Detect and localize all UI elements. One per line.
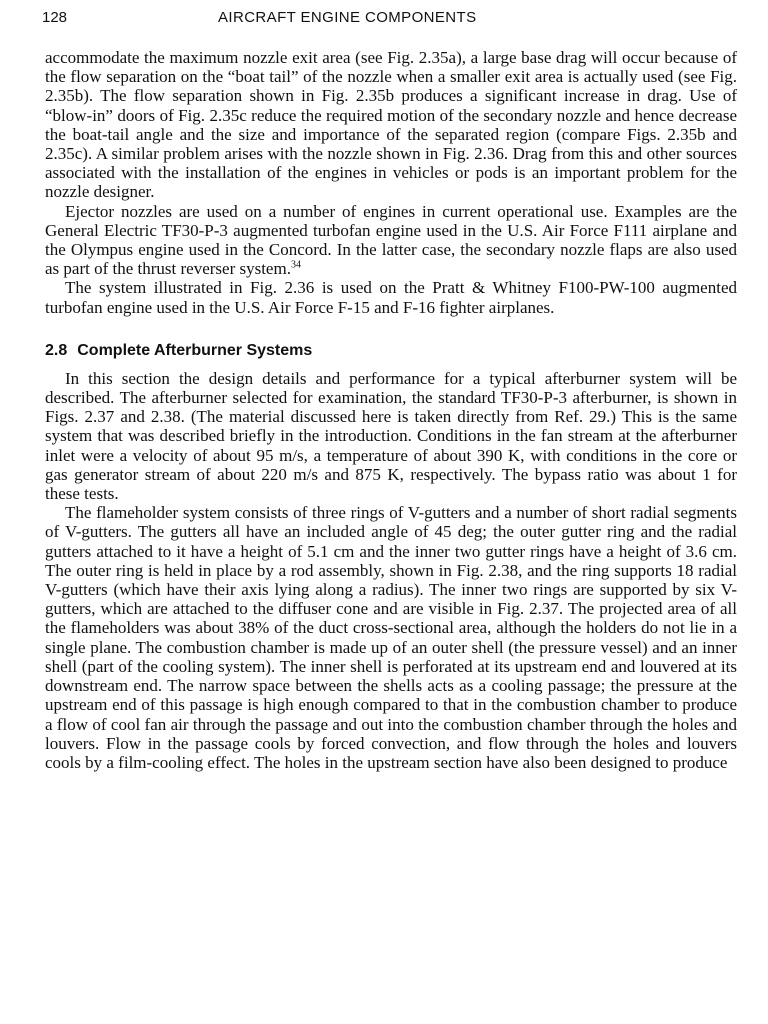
paragraph-afterburner-intro: In this section the design details and performance for a typical afterburner system will be described. The afterburner selected for examination, the standard TF30-P-3 afterburner, is shown in Figs. 2.37 and 2.38. (The material discussed here is taken directly from Ref. 29.) This is the same system that was described briefly in the introduction. Conditions in the fan stream at the afterburner inlet were a velocity of about 95 m/s, a temperature of about 390 K, with conditions in the core or gas generator stream of about 220 m/s and 875 K, respectively. The bypass ratio was about 1 for these tests. [45,368,737,504]
paragraph-ejector-nozzles-text: Ejector nozzles are used on a number of engines in current operational use. Examples are the General Electric TF30-P-3 augmented turbofan engine used in the U.S. Air Force F111 airplane and the Olympus engine used in the Concord. In the latter case, the secondary nozzle flaps are also used as part of the thrust reverser system. [45,201,737,279]
paragraph-pratt-whitney: The system illustrated in Fig. 2.36 is used on the Pratt & Whitney F100-PW-100 augmented turbofan engine used in the U.S. Air Force F-15 and F-16 fighter airplanes. [45,278,737,317]
page-header [42,8,738,28]
paragraph-flameholder-system: The flameholder system consists of three rings of V-gutters and a number of short radial segments of V-gutters. The gutters all have an included angle of 45 deg; the outer gutter ring and the radial gutters attached to it have a height of 5.1 cm and the inner two gutter rings have a height of 3.6 cm. The outer ring is held in place by a rod assembly, shown in Fig. 2.38, and the ring supports 18 radial V-gutters (which have their axis lying along a radius). The inner two rings are supported by six V-gutters, which are attached to the diffuser cone and are visible in Fig. 2.37. The projected area of all the flameholders was about 38% of the duct cross-sectional area, although the holders do not lie in a single plane. The combustion chamber is made up of an outer shell (the pressure vessel) and an inner shell (part of the cooling system). The inner shell is perforated at its upstream end and louvered at its downstream end. The narrow space between the shells acts as a cooling passage; the pressure at the upstream end of this passage is high enough compared to that in the combustion chamber to produce a flow of cool fan air through the passage and out into the combustion chamber through the holes and louvers. Flow in the passage cools by forced convection, and flow through the holes and louvers cools by a film-cooling effect. The holes in the upstream section have also been designed to produce [45,503,737,772]
section-number: 2.8 [45,341,68,359]
running-head: AIRCRAFT ENGINE COMPONENTS [218,9,477,26]
paragraph-nozzle-drag: accommodate the maximum nozzle exit area (see Fig. 2.35a), a large base drag will occur because of the flow separation on the “boat tail” of the nozzle when a smaller exit area is actually used (see Fig. 2.35b). The flow separation shown in Fig. 2.35b produces a significant increase in drag. Use of “blow-in” doors of Fig. 2.35c reduce the required motion of the secondary nozzle and hence decrease the boat-tail angle and the size and importance of the separated region (compare Figs. 2.35b and 2.35c). A similar problem arises with the nozzle shown in Fig. 2.36. Drag from this and other sources associated with the installation of the engines in vehicles or pods is an important problem for the nozzle designer. [45,48,737,202]
reference-superscript: 34 [290,259,301,271]
section-title: Complete Afterburner Systems [77,341,313,359]
page-body [45,48,737,772]
page-number: 128 [42,9,68,26]
paragraph-ejector-nozzles [45,202,737,279]
section-heading [45,341,737,361]
